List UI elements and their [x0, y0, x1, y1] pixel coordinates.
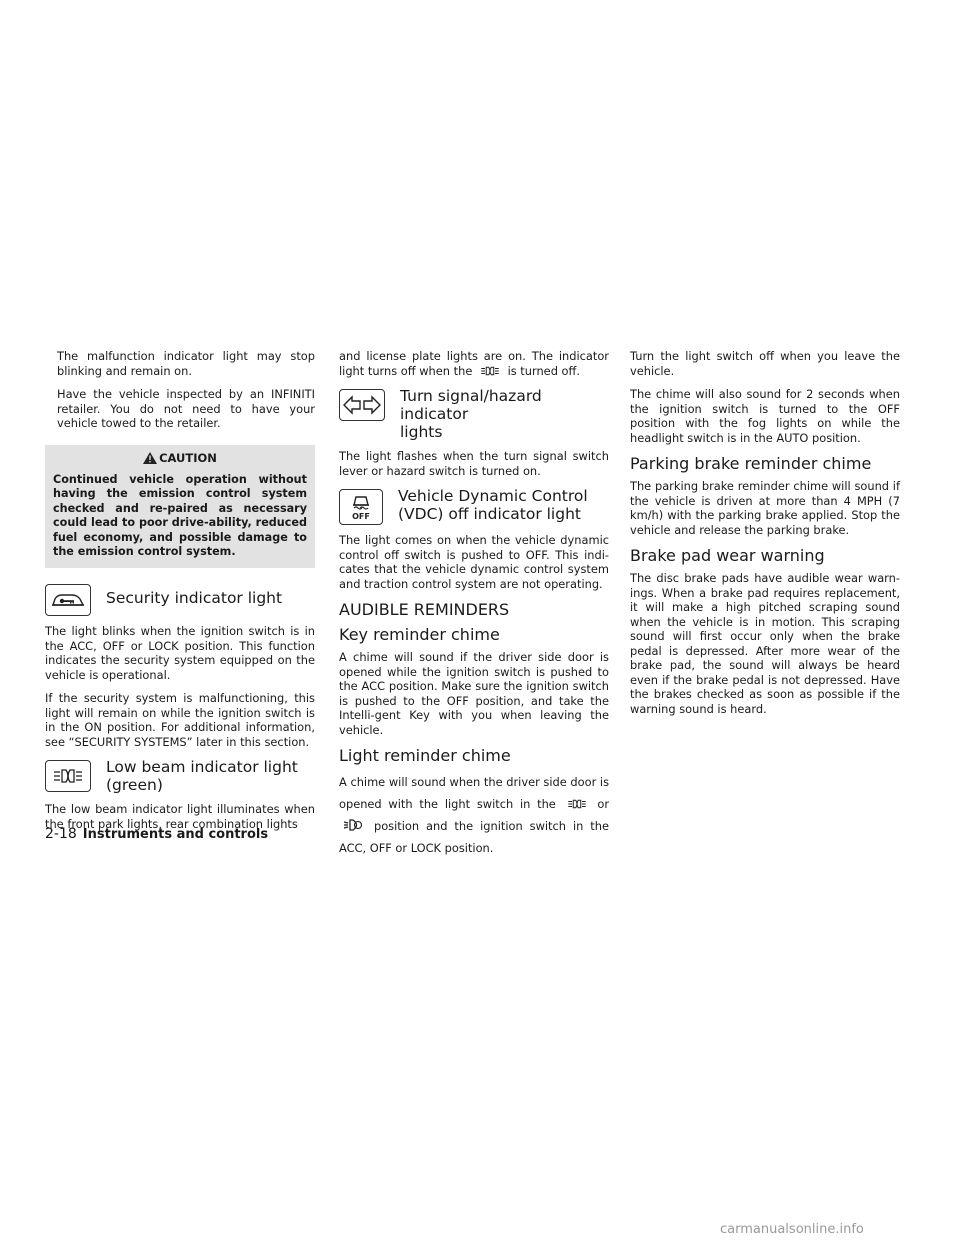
section-title-line: Vehicle Dynamic Control	[398, 487, 588, 505]
section-title: Security indicator light	[106, 589, 283, 608]
paragraph: A chime will sound if the driver side door is opened while the ignition switch is pushed to the ACC position. Make sure the ignition switch is pushed to the OFF position, and take the Intelli-gent Key with you when leaving the vehicle.	[339, 650, 609, 737]
paragraph	[339, 349, 609, 378]
section-title	[398, 487, 588, 523]
section-title: Light reminder chime	[339, 746, 511, 765]
paragraph: The disc brake pads have audible wear warn-ings. When a brake pad requires replacement, it will make a high pitched scraping sound when the vehicle is in motion. This scraping sound will first occur only when the brake pedal is depressed. After more wear of the brake pad, the sound will always be heard even if the brake pedal is not depressed. Have the brakes checked as soon as possible if the warning sound is heard.	[630, 571, 900, 716]
column-middle	[339, 349, 609, 868]
section-title	[106, 758, 298, 794]
section-title: Parking brake reminder chime	[630, 454, 872, 473]
paragraph: The light flashes when the turn signal switch lever or hazard switch is turned on.	[339, 449, 609, 478]
paragraph: Turn the light switch off when you leave the vehicle.	[630, 349, 900, 378]
text-run: and license plate lights are on. The indicator light turns off when the	[339, 349, 609, 378]
caution-text: Continued vehicle operation without having the emission control system checked and re-paired as necessary could lead to poor drive-ability, reduced fuel economy, and possible damage to the emission control system.	[53, 472, 307, 559]
text-run: or	[597, 797, 609, 811]
text-run: position and the ignition switch in the ACC, OFF or LOCK position.	[339, 819, 609, 855]
turn-signal-icon	[339, 389, 385, 421]
watermark: carmanualsonline.info	[720, 1222, 864, 1237]
section-title: Brake pad wear warning	[630, 546, 825, 565]
paragraph: The light blinks when the ignition switch is in the ACC, OFF or LOCK position. This function indicates the security system equipped on the vehicle is operational.	[45, 624, 315, 682]
text-run: A chime will sound when the driver side door is opened with the light switch in the	[339, 775, 609, 811]
page-footer	[45, 826, 268, 842]
text-run: is turned off.	[507, 363, 580, 378]
paragraph: The chime will also sound for 2 seconds when the ignition switch is turned to the OFF position with the fog lights on while the headlight switch is in the AUTO position.	[630, 387, 900, 445]
paragraph: The parking brake reminder chime will sound if the vehicle is driven at more than 4 MPH (7 km/h) with the parking brake applied. Stop the vehicle and release the parking brake.	[630, 479, 900, 537]
section-title-line: (VDC) off indicator light	[398, 505, 581, 523]
section-title	[400, 387, 609, 441]
caution-header	[53, 451, 307, 465]
caution-box	[45, 445, 315, 569]
section-title: Key reminder chime	[339, 625, 500, 644]
paragraph	[339, 771, 609, 859]
section-title-line: lights	[400, 423, 443, 441]
section-title-line: Turn signal/hazard indicator	[400, 387, 542, 423]
paragraph: If the security system is malfunctioning, this light will remain on while the ignition switch is in the ON position. For additional information, see “SECURITY SYSTEMS” later in this section.	[45, 691, 315, 749]
section-title-line: Low beam indicator light	[106, 758, 298, 777]
security-indicator-icon	[45, 584, 91, 616]
footer-section-name: Instruments and controls	[82, 827, 269, 842]
paragraph: The low beam indicator light illuminates when the front park lights, rear combination lights	[45, 802, 315, 831]
vdc-heading	[339, 487, 609, 525]
vdc-off-icon	[339, 489, 383, 525]
lowbeam-heading	[45, 758, 315, 794]
paragraph: The light comes on when the vehicle dynamic control off switch is pushed to OFF. This indi-cates that the vehicle dynamic control system and traction control system are not operating.	[339, 533, 609, 591]
column-right	[630, 349, 900, 725]
turn-signal-heading	[339, 387, 609, 441]
vdc-off-label: OFF	[352, 512, 370, 521]
section-title: AUDIBLE REMINDERS	[339, 600, 510, 619]
paragraph: The malfunction indicator light may stop blinking and remain on.	[57, 349, 315, 378]
low-beam-icon	[567, 799, 587, 809]
column-left	[45, 349, 315, 840]
parking-light-icon	[343, 819, 363, 831]
warning-triangle-icon	[143, 452, 157, 464]
low-beam-icon	[45, 760, 91, 792]
page-number: 2-18	[45, 826, 77, 842]
section-title-line: (green)	[106, 776, 163, 795]
paragraph: Have the vehicle inspected by an INFINITI retailer. You do not need to have your vehicle towed to the retailer.	[57, 387, 315, 430]
low-beam-icon	[480, 366, 500, 376]
caution-label: CAUTION	[159, 450, 217, 465]
security-heading	[45, 582, 315, 616]
